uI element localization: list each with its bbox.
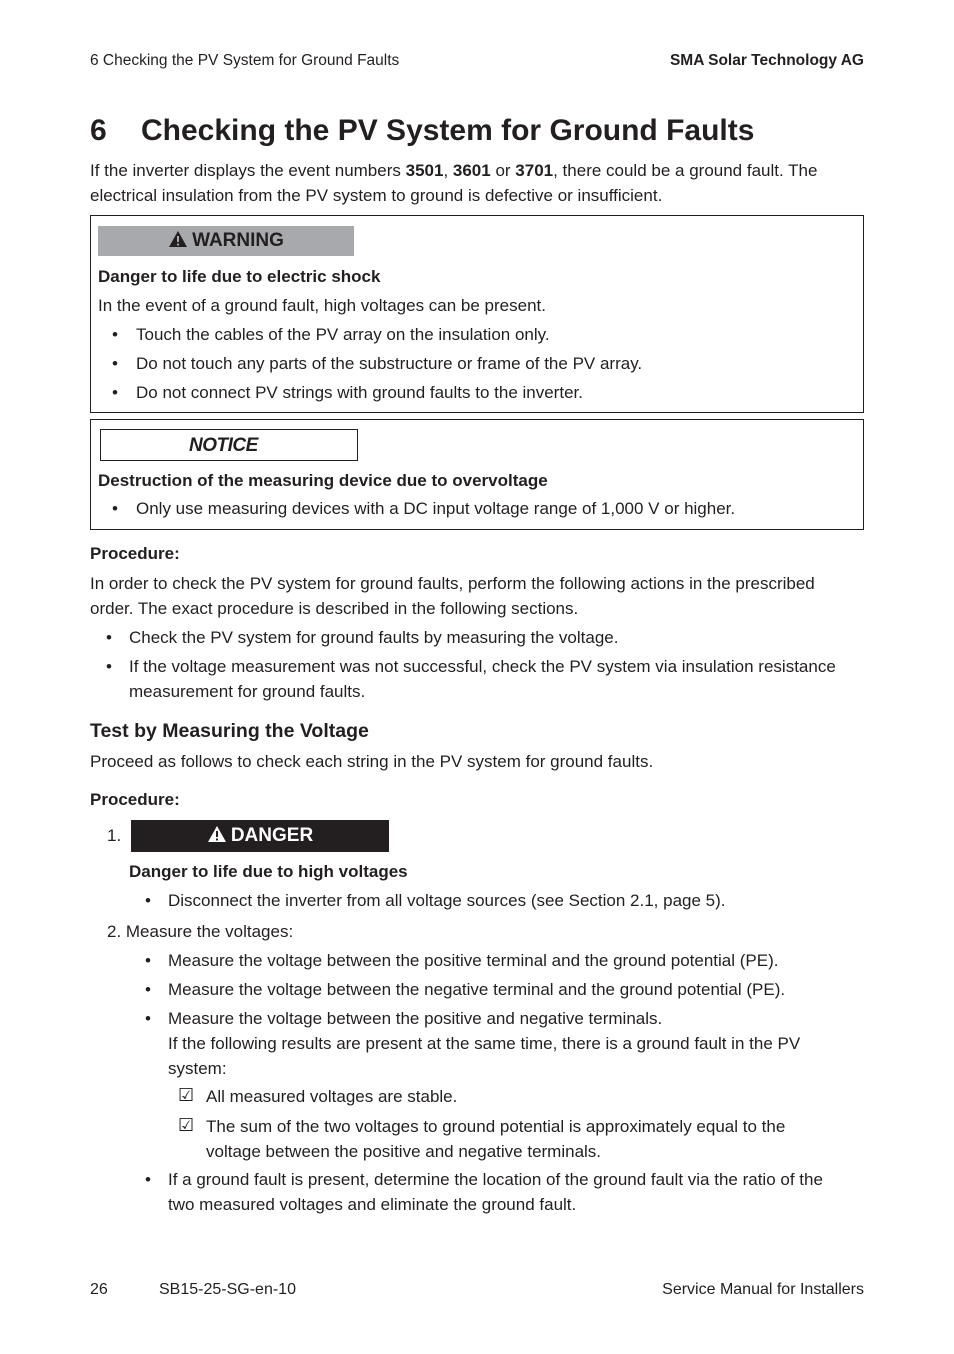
bullet-marker: • bbox=[106, 628, 112, 647]
chapter-number: 6 bbox=[90, 114, 107, 147]
danger-heading: Danger to life due to high voltages bbox=[129, 862, 408, 881]
bullet-marker: • bbox=[145, 1170, 151, 1189]
bullet-marker: • bbox=[145, 891, 151, 910]
warning-tag-label: WARNING bbox=[192, 230, 284, 251]
bullet-marker: • bbox=[112, 325, 118, 344]
result-check bbox=[206, 1115, 866, 1164]
checkbox-checked-icon: ☑ bbox=[178, 1115, 195, 1135]
bullet-marker: • bbox=[145, 951, 151, 970]
step-two: 2. Measure the voltages: bbox=[107, 922, 294, 941]
measure-bullet: Measure the voltage between the positive terminal and the ground potential (PE). bbox=[168, 951, 779, 970]
notice-tag: NOTICE bbox=[100, 429, 358, 461]
warning-bullet: Do not connect PV strings with ground faults to the inverter. bbox=[136, 383, 583, 402]
warning-bullet: Do not touch any parts of the substructure or frame of the PV array. bbox=[136, 354, 643, 373]
bullet-marker: • bbox=[112, 499, 118, 518]
result-text-line: If the following results are present at the same time, there is a ground fault in the PV bbox=[168, 1034, 801, 1053]
procedure-label: Procedure: bbox=[90, 790, 180, 809]
result-text bbox=[168, 1032, 868, 1081]
result-check-line: voltage between the positive and negative terminals. bbox=[206, 1141, 602, 1161]
result-check: All measured voltages are stable. bbox=[206, 1087, 458, 1106]
warning-tag bbox=[98, 226, 354, 256]
chapter-title: Checking the PV System for Ground Faults bbox=[141, 114, 755, 147]
procedure-bullet: Check the PV system for ground faults by measuring the voltage. bbox=[129, 628, 619, 647]
warning-bullet: Touch the cables of the PV array on the insulation only. bbox=[136, 325, 550, 344]
event-number: 3601 bbox=[452, 161, 491, 180]
section-heading: Test by Measuring the Voltage bbox=[90, 720, 369, 742]
procedure-bullet-line: measurement for ground faults. bbox=[129, 681, 366, 701]
document-code: SB15-25-SG-en-10 bbox=[159, 1281, 296, 1298]
checkbox-checked-icon: ☑ bbox=[178, 1085, 195, 1105]
bullet-marker: • bbox=[145, 1009, 151, 1028]
result-check-line: The sum of the two voltages to ground potential is approximately equal to the bbox=[206, 1117, 786, 1136]
page-title bbox=[90, 114, 754, 148]
measure-bullet: Measure the voltage between the negative terminal and the ground potential (PE). bbox=[168, 980, 786, 999]
danger-tag bbox=[131, 820, 389, 852]
procedure-bullet bbox=[129, 655, 869, 704]
section-text: Proceed as follows to check each string in the PV system for ground faults. bbox=[90, 752, 654, 771]
warning-text: In the event of a ground fault, high voltages can be present. bbox=[98, 296, 546, 315]
step-number: 1. bbox=[107, 826, 122, 845]
procedure-text-line: order. The exact procedure is described in the following sections. bbox=[90, 598, 579, 618]
intro-text: , there could be a ground fault. The bbox=[553, 161, 818, 180]
bullet-marker: • bbox=[106, 657, 112, 676]
procedure-text bbox=[90, 572, 866, 621]
event-number: 3501 bbox=[405, 161, 444, 180]
intro-text: If the inverter displays the event numbers bbox=[90, 161, 406, 180]
bullet-marker: • bbox=[112, 383, 118, 402]
intro-sep: or bbox=[490, 161, 516, 180]
notice-bullet: Only use measuring devices with a DC input voltage range of 1,000 V or higher. bbox=[136, 499, 736, 518]
procedure-text-line: In order to check the PV system for ground faults, perform the following actions in the prescribed bbox=[90, 574, 815, 593]
measure-bullet: Measure the voltage between the positive and negative terminals. bbox=[168, 1009, 663, 1028]
result-text-line: system: bbox=[168, 1058, 227, 1078]
intro-paragraph bbox=[90, 159, 866, 208]
page-number: 26 bbox=[90, 1281, 108, 1298]
bullet-marker: • bbox=[112, 354, 118, 373]
event-number: 3701 bbox=[515, 161, 554, 180]
ground-fault-bullet-line: If a ground fault is present, determine the location of the ground fault via the ratio of the bbox=[168, 1170, 823, 1189]
notice-heading: Destruction of the measuring device due to overvoltage bbox=[98, 471, 548, 490]
notice-box bbox=[90, 419, 864, 530]
danger-tag-label: DANGER bbox=[230, 825, 314, 846]
procedure-label: Procedure: bbox=[90, 544, 180, 563]
warning-triangle-icon bbox=[207, 825, 227, 843]
running-header-company: SMA Solar Technology AG bbox=[669, 52, 864, 69]
procedure-bullet-line: If the voltage measurement was not successful, check the PV system via insulation resistance bbox=[129, 657, 836, 676]
ground-fault-bullet bbox=[168, 1168, 868, 1217]
warning-heading: Danger to life due to electric shock bbox=[98, 267, 381, 286]
ground-fault-bullet-line: two measured voltages and eliminate the ground fault. bbox=[168, 1194, 577, 1214]
danger-bullet: Disconnect the inverter from all voltage sources (see Section 2.1, page 5). bbox=[168, 891, 726, 910]
intro-text: electrical insulation from the PV system to ground is defective or insufficient. bbox=[90, 185, 663, 205]
bullet-marker: • bbox=[145, 980, 151, 999]
document-title: Service Manual for Installers bbox=[662, 1281, 864, 1298]
warning-box bbox=[90, 215, 864, 413]
intro-sep: , bbox=[443, 161, 453, 180]
warning-triangle-icon bbox=[168, 230, 188, 248]
running-header-chapter: 6 Checking the PV System for Ground Faults bbox=[90, 52, 400, 69]
